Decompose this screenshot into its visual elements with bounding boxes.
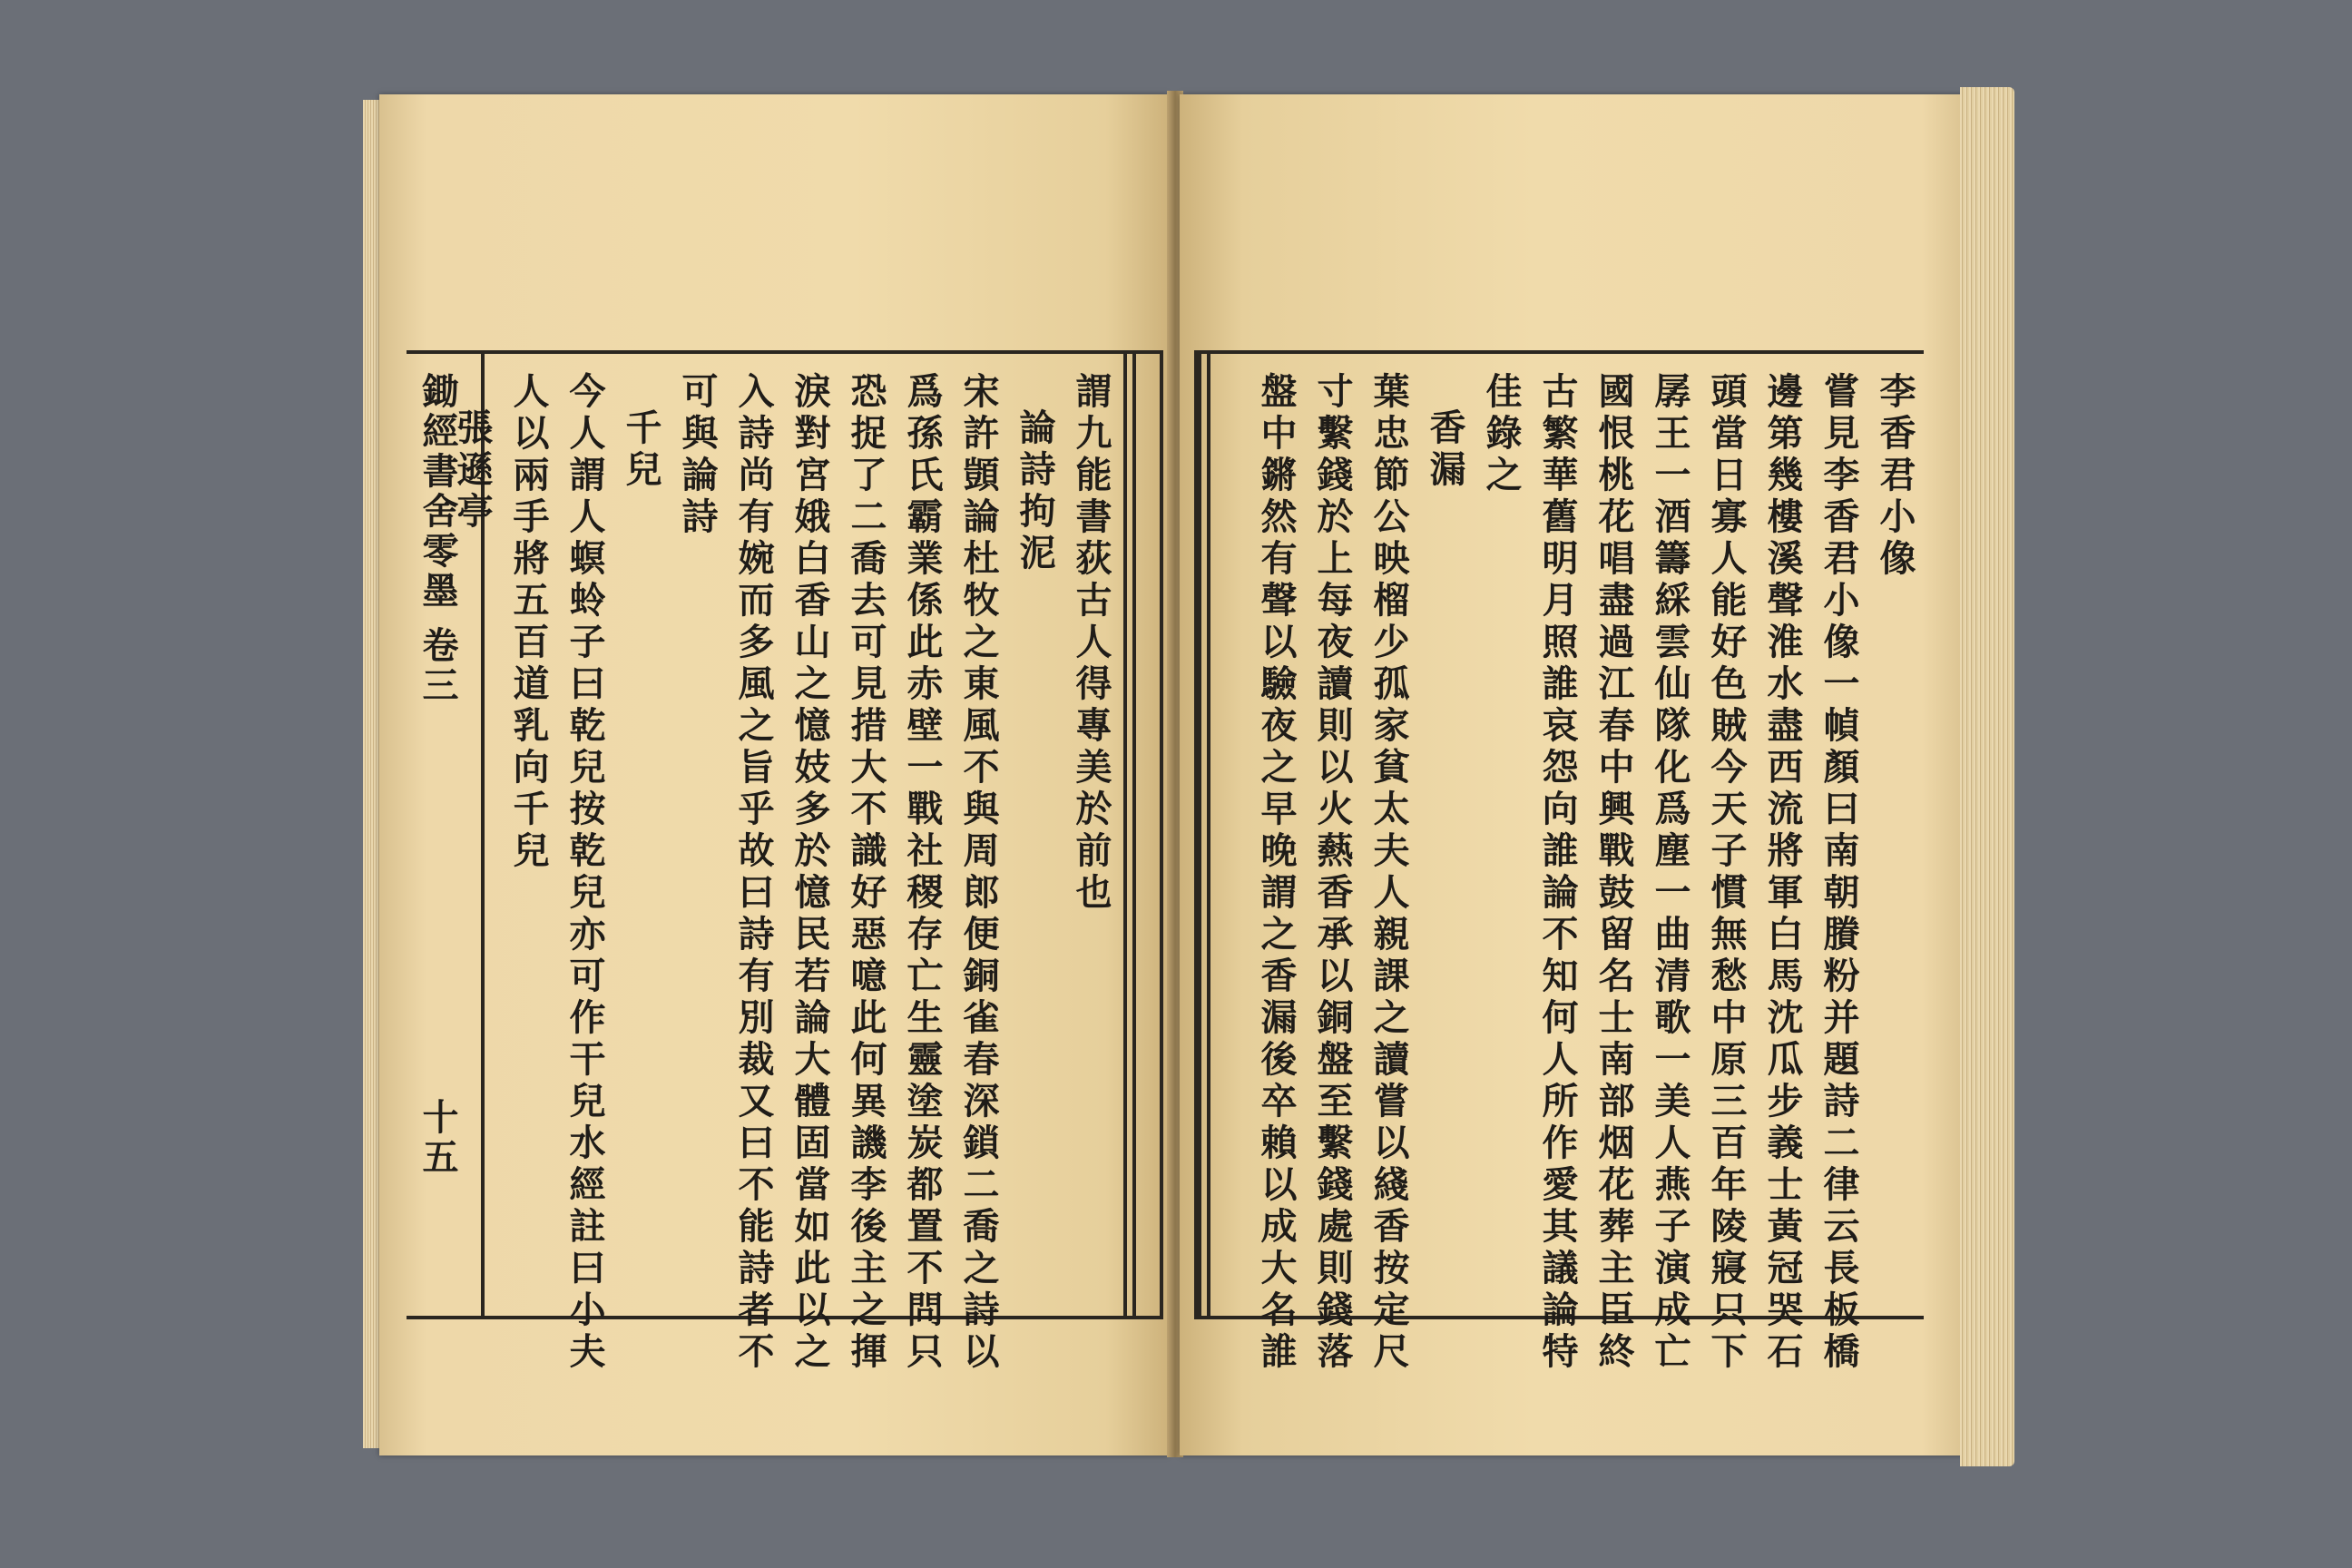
inner-rule-2 (1207, 354, 1210, 1316)
text-column: 寸繫錢於上每夜讀則以火爇香承以銅盤至繫錢處則錢落 (1311, 372, 1354, 1374)
text-column: 今人謂人螟蛉子曰乾兒按乾兒亦可作干兒水經註曰小夫 (564, 372, 606, 1374)
text-column: 宋許顗論杜牧之東風不與周郎便銅雀春深鎖二喬之詩以 (957, 372, 1000, 1374)
text-column: 千兒 (620, 408, 662, 492)
inner-rule (1198, 354, 1201, 1316)
text-column: 嘗見李香君小像一幀顏曰南朝賸粉并題詩二律云長板橋 (1818, 372, 1860, 1374)
text-column: 可與論詩 (676, 372, 719, 539)
page-number: 十五 (416, 1098, 459, 1178)
text-column: 人以兩手將五百道乳向千兒 (507, 372, 550, 873)
text-column: 論詩拘泥 (1014, 408, 1056, 575)
author-signature: 張遜亭 (451, 408, 494, 534)
book-title-margin: 鋤經書舍零墨 (416, 372, 459, 612)
right-text-frame (1194, 350, 1924, 1374)
text-column: 國恨桃花唱盡過江春中興戰鼓留名士南部烟花葬主臣終 (1592, 372, 1635, 1374)
text-column: 古繁華舊明月照誰哀怨向誰論不知何人所作愛其議論特 (1536, 372, 1579, 1374)
right-page-edge (1960, 87, 2014, 1466)
inner-rule (1123, 354, 1127, 1316)
left-text-frame (407, 350, 1163, 1374)
inner-rule-2 (1132, 354, 1136, 1316)
heading-column: 李香君小像 (1874, 372, 1916, 581)
juan-label: 卷三 (416, 626, 459, 706)
text-column: 盤中鏘然有聲以驗夜之早晚謂之香漏後卒賴以成大名誰 (1255, 372, 1298, 1374)
text-column: 入詩尚有婉而多風之旨乎故曰詩有別裁又曰不能詩者不 (732, 372, 775, 1374)
text-column: 恐捉了二喬去可見措大不識好惡噫此何異譏李後主之揮 (845, 372, 887, 1374)
text-column: 淚對宮娥白香山之憶妓多於憶民若論大體固當如此以之 (789, 372, 831, 1374)
text-column: 孱王一酒籌綵雲仙隊化爲塵一曲清歌一美人燕子演成亡 (1649, 372, 1691, 1374)
title-column: 謂九能書荻古人得專美於前也 (1070, 372, 1112, 915)
text-column: 葉忠節公映榴少孤家貧太夫人親課之讀嘗以綫香按定尺 (1367, 372, 1410, 1374)
heading-column: 香漏 (1424, 408, 1466, 492)
text-column: 爲孫氏霸業係此赤壁一戰社稷存亡生靈塗炭都置不問只 (901, 372, 944, 1374)
text-column: 邊第幾樓溪聲淮水盡西流將軍白馬沈瓜步義士黃冠哭石 (1761, 372, 1804, 1374)
text-column: 頭當日寡人能好色賊今天子慣無愁中原三百年陵寢只下 (1705, 372, 1748, 1374)
text-column: 佳錄之 (1480, 372, 1523, 497)
